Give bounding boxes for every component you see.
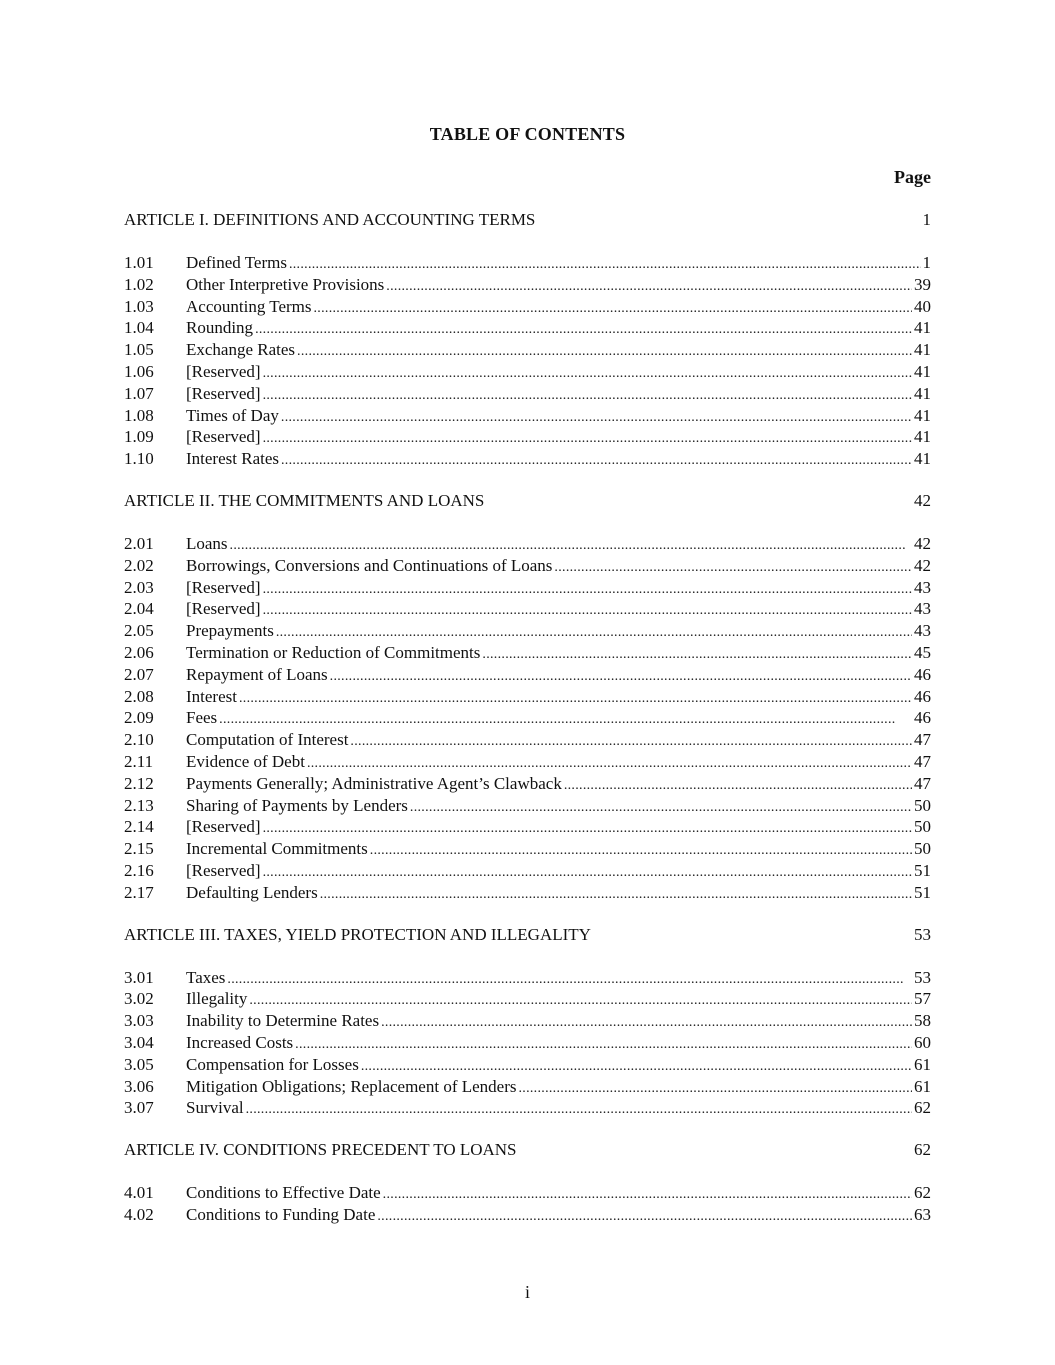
section-number: 2.09	[124, 708, 154, 728]
article-page-number: 42	[914, 490, 931, 510]
dot-leader	[564, 773, 912, 797]
section-number: 2.04	[124, 599, 154, 619]
toc-entry[interactable]	[124, 577, 931, 599]
section-page-number: 50	[914, 817, 931, 837]
section-number: 1.02	[124, 274, 154, 294]
section-number: 3.02	[124, 989, 154, 1009]
section-page-number: 50	[914, 839, 931, 859]
toc-entry[interactable]	[124, 686, 931, 708]
section-number: 1.08	[124, 405, 154, 425]
dot-leader	[377, 1204, 912, 1228]
section-number: 1.07	[124, 383, 154, 403]
section-page-number: 43	[914, 599, 931, 619]
section-title: Illegality	[186, 989, 248, 1009]
toc-entry[interactable]	[124, 361, 931, 383]
article-page-number: 62	[914, 1140, 931, 1160]
section-title: Defined Terms	[186, 253, 287, 272]
dot-leader	[281, 405, 912, 429]
section-page-number: 53	[914, 967, 931, 987]
section-number: 2.05	[124, 621, 154, 641]
dot-leader	[320, 882, 912, 906]
section-number: 1.05	[124, 340, 154, 360]
dot-leader	[482, 642, 912, 666]
section-page-number: 51	[914, 860, 931, 880]
article-title: ARTICLE I. DEFINITIONS AND ACCOUNTING TERMS	[124, 210, 536, 229]
toc-entry[interactable]	[124, 838, 931, 860]
section-page-number: 41	[914, 427, 931, 447]
section-number: 2.06	[124, 642, 154, 662]
section-title: Incremental Commitments	[186, 839, 368, 859]
section-number: 1.10	[124, 449, 154, 469]
article-heading[interactable]	[124, 490, 931, 512]
article-heading[interactable]	[124, 924, 931, 946]
dot-leader	[263, 816, 912, 840]
dot-leader	[239, 686, 912, 710]
section-number: 3.04	[124, 1032, 154, 1052]
page-column-header: Page	[894, 167, 931, 187]
section-page-number: 41	[914, 383, 931, 403]
toc-entry[interactable]	[124, 426, 931, 448]
dot-leader	[281, 448, 912, 472]
section-title: Other Interpretive Provisions	[186, 274, 385, 294]
dot-leader	[263, 361, 912, 385]
section-title: [Reserved]	[186, 361, 261, 381]
article-page-number: 1	[922, 210, 931, 229]
section-title: [Reserved]	[186, 817, 261, 837]
section-number: 2.01	[124, 533, 154, 553]
section-title: Interest	[186, 686, 237, 706]
toc-entry[interactable]	[124, 729, 931, 751]
toc-entry[interactable]	[124, 1097, 931, 1119]
section-page-number: 61	[914, 1076, 931, 1096]
section-page-number: 1	[922, 253, 931, 272]
section-number: 3.05	[124, 1054, 154, 1074]
section-number: 2.08	[124, 686, 154, 706]
section-number: 2.17	[124, 882, 154, 902]
toc-entry[interactable]	[124, 773, 931, 795]
section-page-number: 41	[914, 405, 931, 425]
table-of-contents	[124, 209, 931, 1226]
dot-leader	[410, 795, 912, 819]
dot-leader	[263, 426, 912, 450]
toc-entry[interactable]	[124, 317, 931, 339]
section-number: 2.10	[124, 730, 154, 750]
dot-leader	[263, 860, 912, 884]
section-page-number: 45	[914, 642, 931, 662]
dot-leader	[227, 967, 912, 991]
section-page-number: 46	[914, 664, 931, 684]
section-title: Taxes	[186, 967, 226, 987]
section-number: 3.01	[124, 967, 154, 987]
section-title: Computation of Interest	[186, 730, 349, 750]
section-title: Increased Costs	[186, 1032, 294, 1052]
article-heading[interactable]	[124, 209, 931, 231]
dot-leader	[370, 838, 912, 862]
toc-entry[interactable]	[124, 642, 931, 664]
section-page-number: 47	[914, 751, 931, 771]
section-number: 1.09	[124, 427, 154, 447]
dot-leader	[263, 577, 912, 601]
section-page-number: 47	[914, 730, 931, 750]
section-number: 2.02	[124, 555, 154, 575]
section-page-number: 43	[914, 621, 931, 641]
section-title: [Reserved]	[186, 383, 261, 403]
section-title: Rounding	[186, 318, 254, 338]
section-page-number: 61	[914, 1054, 931, 1074]
dot-leader	[255, 317, 912, 341]
section-title: Exchange Rates	[186, 340, 296, 360]
toc-entry[interactable]	[124, 882, 931, 904]
section-number: 2.14	[124, 817, 154, 837]
section-page-number: 47	[914, 773, 931, 793]
section-number: 1.06	[124, 361, 154, 381]
dot-leader	[263, 598, 912, 622]
section-number: 4.02	[124, 1204, 154, 1224]
section-number: 2.13	[124, 795, 154, 815]
section-page-number: 41	[914, 318, 931, 338]
toc-entry[interactable]	[124, 383, 931, 405]
section-title: Conditions to Funding Date	[186, 1204, 376, 1224]
dot-leader	[263, 383, 912, 407]
section-number: 3.06	[124, 1076, 154, 1096]
section-page-number: 41	[914, 340, 931, 360]
toc-entry[interactable]	[124, 751, 931, 773]
section-title: [Reserved]	[186, 860, 261, 880]
section-title: Evidence of Debt	[186, 751, 305, 771]
section-number: 3.07	[124, 1098, 154, 1118]
section-title: Termination or Reduction of Commitments	[186, 642, 481, 662]
section-number: 2.12	[124, 773, 154, 793]
section-title: Defaulting Lenders	[186, 882, 318, 902]
section-title: Prepayments	[186, 621, 274, 641]
section-page-number: 63	[914, 1204, 931, 1224]
section-title: Interest Rates	[186, 449, 279, 469]
dot-leader	[307, 751, 912, 775]
section-title: Repayment of Loans	[186, 664, 328, 684]
toc-entry[interactable]	[124, 620, 931, 642]
section-number: 1.04	[124, 318, 154, 338]
dot-leader	[295, 1032, 912, 1056]
dot-leader	[518, 1076, 912, 1100]
section-number: 1.03	[124, 296, 154, 316]
toc-entry[interactable]	[124, 448, 931, 470]
section-title: Payments Generally; Administrative Agent’s Clawback	[186, 773, 562, 793]
section-title: Borrowings, Conversions and Continuations of Loans	[186, 555, 553, 575]
dot-leader	[289, 252, 921, 276]
toc-entry[interactable]	[124, 1204, 931, 1226]
dot-leader	[219, 707, 912, 731]
section-number: 2.15	[124, 839, 154, 859]
section-title: [Reserved]	[186, 577, 261, 597]
dot-leader	[554, 555, 912, 579]
section-page-number: 50	[914, 795, 931, 815]
section-title: Conditions to Effective Date	[186, 1183, 381, 1203]
toc-entry[interactable]	[124, 664, 931, 686]
section-number: 2.16	[124, 860, 154, 880]
section-page-number: 43	[914, 577, 931, 597]
section-title: Compensation for Losses	[186, 1054, 359, 1074]
dot-leader	[314, 296, 913, 320]
section-title: Survival	[186, 1098, 244, 1118]
section-title: [Reserved]	[186, 599, 261, 619]
article-title: ARTICLE III. TAXES, YIELD PROTECTION AND ILLEGALITY	[124, 924, 591, 944]
section-page-number: 46	[914, 686, 931, 706]
toc-entry[interactable]	[124, 274, 931, 296]
toc-entry[interactable]	[124, 707, 931, 729]
section-page-number: 51	[914, 882, 931, 902]
section-page-number: 62	[914, 1098, 931, 1118]
toc-entry[interactable]	[124, 339, 931, 361]
article-title: ARTICLE II. THE COMMITMENTS AND LOANS	[124, 490, 485, 510]
section-page-number: 39	[914, 274, 931, 294]
dot-leader	[276, 620, 912, 644]
section-page-number: 57	[914, 989, 931, 1009]
section-page-number: 62	[914, 1183, 931, 1203]
section-title: Sharing of Payments by Lenders	[186, 795, 408, 815]
section-page-number: 42	[914, 555, 931, 575]
toc-entry[interactable]	[124, 1032, 931, 1054]
dot-leader	[383, 1182, 912, 1206]
section-page-number: 46	[914, 708, 931, 728]
toc-entry[interactable]	[124, 860, 931, 882]
section-number: 2.03	[124, 577, 154, 597]
article-heading[interactable]	[124, 1139, 931, 1161]
section-page-number: 40	[914, 296, 931, 316]
toc-entry[interactable]	[124, 555, 931, 577]
section-title: Inability to Determine Rates	[186, 1011, 380, 1031]
toc-entry[interactable]	[124, 967, 931, 989]
section-number: 2.11	[124, 751, 154, 771]
toc-entry[interactable]	[124, 1076, 931, 1098]
toc-entry[interactable]	[124, 533, 931, 555]
toc-entry[interactable]	[124, 1010, 931, 1032]
toc-entry[interactable]	[124, 296, 931, 318]
section-number: 4.01	[124, 1183, 154, 1203]
toc-entry[interactable]	[124, 252, 931, 274]
toc-entry[interactable]	[124, 816, 931, 838]
dot-leader	[350, 729, 912, 753]
section-title: [Reserved]	[186, 427, 261, 447]
dot-leader	[297, 339, 912, 363]
dot-leader	[330, 664, 912, 688]
section-title: Loans	[186, 533, 228, 553]
toc-entry[interactable]	[124, 988, 931, 1010]
section-page-number: 58	[914, 1011, 931, 1031]
section-number: 3.03	[124, 1011, 154, 1031]
section-number: 1.01	[124, 253, 154, 272]
section-title: Mitigation Obligations; Replacement of Lenders	[186, 1076, 517, 1096]
toc-entry[interactable]	[124, 598, 931, 620]
section-page-number: 60	[914, 1032, 931, 1052]
section-page-number: 41	[914, 449, 931, 469]
section-title: Times of Day	[186, 405, 279, 425]
section-title: Fees	[186, 708, 218, 728]
dot-leader	[230, 533, 912, 557]
dot-leader	[249, 988, 912, 1012]
article-page-number: 53	[914, 924, 931, 944]
footer-page-number: i	[524, 1282, 530, 1302]
section-number: 2.07	[124, 664, 154, 684]
toc-entry[interactable]	[124, 795, 931, 817]
section-page-number: 42	[914, 533, 931, 553]
toc-title: TABLE OF CONTENTS	[429, 124, 626, 144]
dot-leader	[361, 1054, 912, 1078]
dot-leader	[381, 1010, 912, 1034]
toc-entry[interactable]	[124, 405, 931, 427]
section-page-number: 41	[914, 361, 931, 381]
dot-leader	[246, 1097, 912, 1121]
article-title: ARTICLE IV. CONDITIONS PRECEDENT TO LOANS	[124, 1140, 517, 1160]
toc-entry[interactable]	[124, 1182, 931, 1204]
dot-leader	[386, 274, 912, 298]
toc-entry[interactable]	[124, 1054, 931, 1076]
section-title: Accounting Terms	[186, 296, 312, 316]
